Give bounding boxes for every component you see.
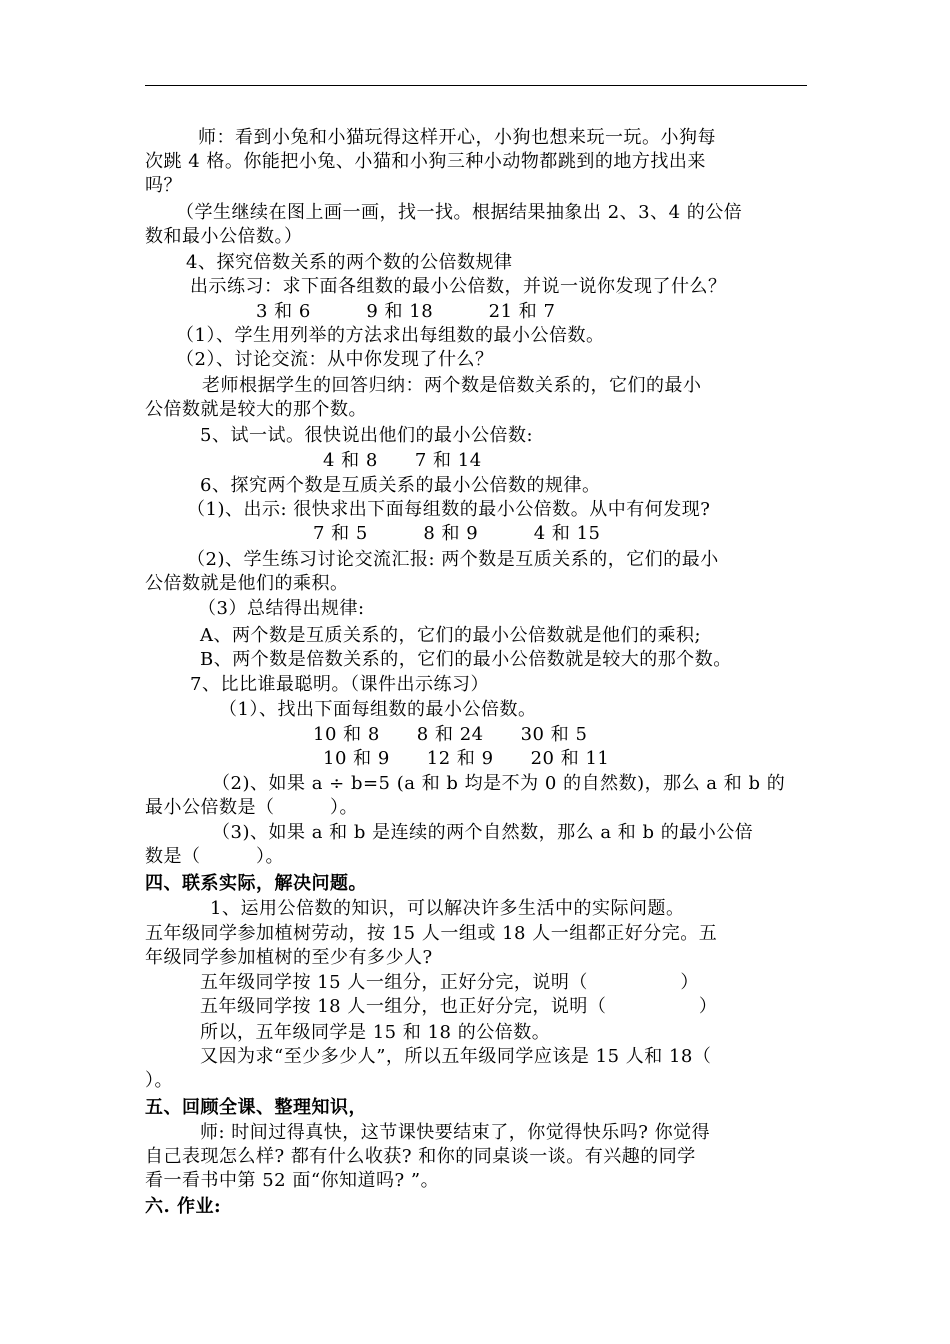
text-line: （3）总结得出规律: (198, 598, 365, 619)
heading-7: 7、比比谁最聪明。（课件出示练习） (190, 674, 489, 695)
text-line: 师：看到小兔和小猫玩得这样开心，小狗也想来玩一玩。小狗每 (198, 127, 716, 148)
number-pairs: 7 和 5 8 和 9 4 和 15 (313, 523, 601, 544)
text-line: （1）、学生用列举的方法求出每组数的最小公倍数。 (176, 325, 605, 346)
text-line: 看一看书中第 52 面“你知道吗? ”。 (145, 1170, 440, 1191)
text-line: 公倍数就是较大的那个数。 (145, 399, 367, 420)
rule-a: A、两个数是互质关系的，它们的最小公倍数就是他们的乘积; (200, 625, 702, 646)
text-line: 次跳 4 格。你能把小兔、小猫和小狗三种小动物都跳到的地方找出来 (145, 151, 706, 172)
header-rule (145, 85, 807, 86)
section-heading-6: 六. 作业: (145, 1196, 222, 1217)
text-line: 最小公倍数是（ ）。 (145, 797, 358, 818)
number-pairs: 3 和 6 9 和 18 21 和 7 (256, 301, 556, 322)
text-line: 所以，五年级同学是 15 和 18 的公倍数。 (200, 1022, 551, 1043)
text-line: 五年级同学按 15 人一组分，正好分完，说明（ ） (200, 972, 699, 993)
heading-6: 6、探究两个数是互质关系的最小公倍数的规律。 (200, 475, 601, 496)
text-line: 又因为求“至少多少人”，所以五年级同学应该是 15 人和 18（ (200, 1046, 712, 1067)
text-line: 吗？ (145, 175, 182, 196)
text-line: （1)、出示: 很快求出下面每组数的最小公倍数。从中有何发现? (187, 499, 711, 520)
number-pairs: 10 和 8 8 和 24 30 和 5 (313, 724, 588, 745)
text-line: 五年级同学参加植树劳动，按 15 人一组或 18 人一组都正好分完。五 (145, 923, 718, 944)
heading-5: 5、试一试。很快说出他们的最小公倍数: (200, 425, 534, 446)
section-heading-5: 五、回顾全课、整理知识， (145, 1097, 367, 1118)
text-line: （2）、讨论交流：从中你发现了什么？ (176, 349, 494, 370)
section-heading-4: 四、联系实际，解决问题。 (145, 873, 367, 894)
text-line: 公倍数就是他们的乘积。 (145, 573, 349, 594)
text-line: 数是（ ）。 (145, 846, 284, 867)
text-line: 出示练习：求下面各组数的最小公倍数，并说一说你发现了什么？ (190, 276, 727, 297)
text-line: 五年级同学按 18 人一组分，也正好分完，说明（ ） (200, 996, 718, 1017)
text-line: 年级同学参加植树的至少有多少人? (145, 947, 433, 968)
text-line: 师: 时间过得真快，这节课快要结束了，你觉得快乐吗? 你觉得 (200, 1122, 711, 1143)
number-pairs: 4 和 8 7 和 14 (323, 450, 482, 471)
text-line: 数和最小公倍数。） (145, 226, 303, 247)
text-line: （1）、找出下面每组数的最小公倍数。 (219, 699, 537, 720)
text-line: 1、运用公倍数的知识，可以解决许多生活中的实际问题。 (210, 898, 685, 919)
number-pairs: 10 和 9 12 和 9 20 和 11 (323, 748, 610, 769)
text-line: 自己表现怎么样? 都有什么收获? 和你的同桌谈一谈。有兴趣的同学 (145, 1146, 696, 1167)
text-line: （3)、如果 a 和 b 是连续的两个自然数，那么 a 和 b 的最小公倍 (212, 822, 754, 843)
text-line: （2)、学生练习讨论交流汇报: 两个数是互质关系的，它们的最小 (187, 549, 719, 570)
text-line: （2)、如果 a ÷ b=5 (a 和 b 均是不为 0 的自然数)，那么 a 和 b 的 (212, 773, 786, 794)
text-line: （学生继续在图上画一画，找一找。根据结果抽象出 2、3、4 的公倍 (176, 202, 743, 223)
text-line: ）。 (145, 1070, 173, 1091)
rule-b: B、两个数是倍数关系的，它们的最小公倍数就是较大的那个数。 (200, 649, 732, 670)
text-line: 老师根据学生的回答归纳：两个数是倍数关系的，它们的最小 (202, 375, 702, 396)
heading-4: 4、探究倍数关系的两个数的公倍数规律 (186, 252, 513, 273)
